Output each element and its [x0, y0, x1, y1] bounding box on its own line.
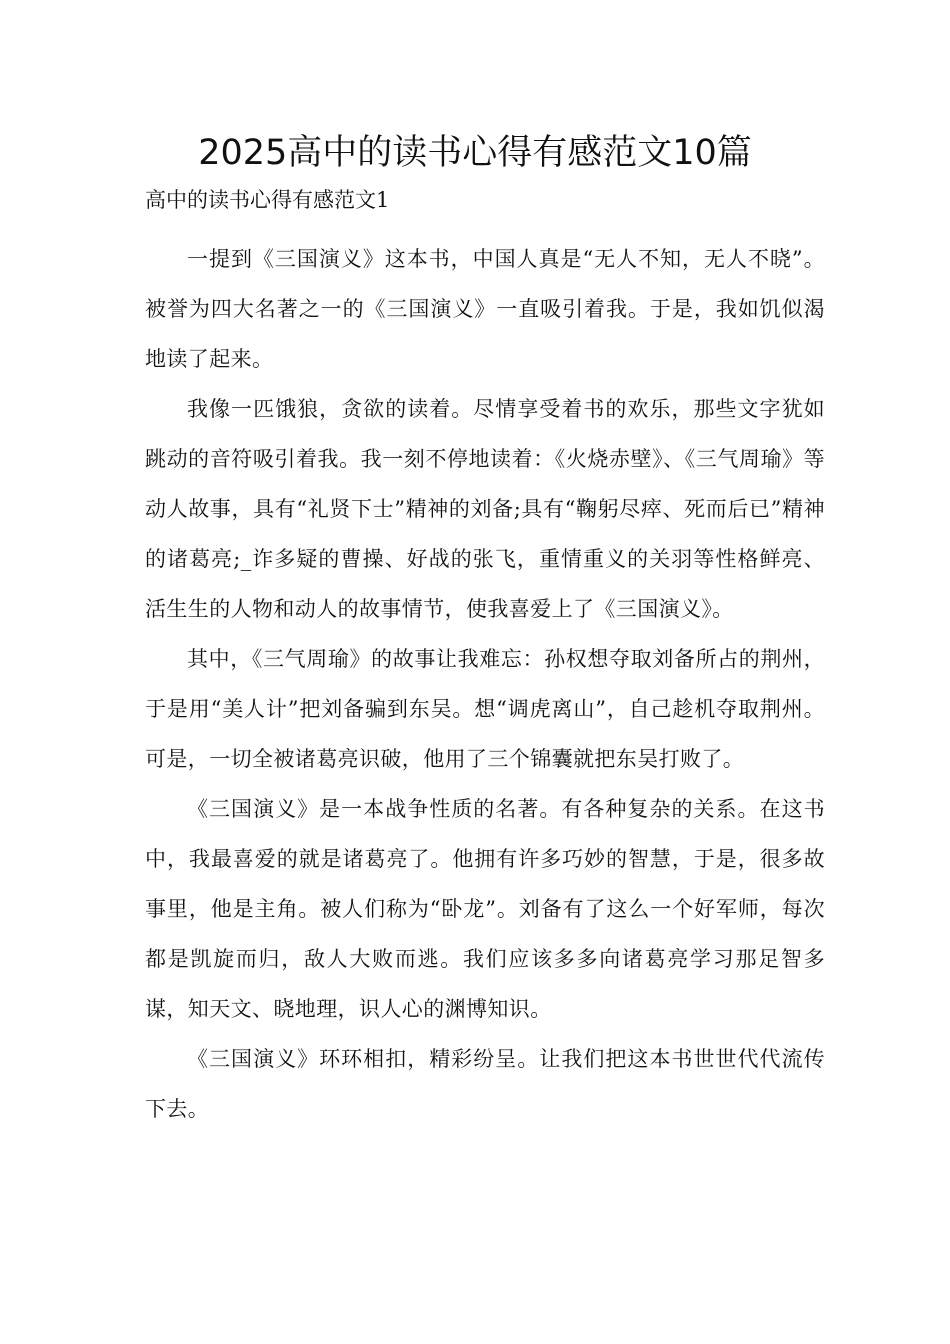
document-title: 2025高中的读书心得有感范文10篇: [198, 133, 752, 173]
paragraph-3: 其中，《三气周瑜》的故事让我难忘：孙权想夺取刘备所占的荆州，于是用“美人计”把刘备骗到东吴。想“调虎离山”，自己趁机夺取荆州。可是，一切全被诸葛亮识破，他用了三个锦囊就把东吴打败了。: [145, 647, 825, 771]
paragraph-1: 一提到《三国演义》这本书，中国人真是“无人不知，无人不晓”。被誉为四大名著之一的《三国演义》一直吸引着我。于是，我如饥似渴地读了起来。: [145, 247, 825, 371]
paragraph-4: 《三国演义》是一本战争性质的名著。有各种复杂的关系。在这书中，我最喜爱的就是诸葛亮了。他拥有许多巧妙的智慧，于是，很多故事里，他是主角。被人们称为“卧龙”。刘备有了这么一个好军师，每次都是凯旋而归，敌人大败而逃。我们应该多多向诸葛亮学习那足智多谋，知天文、晓地理，识人心的渊博知识。: [145, 797, 825, 1021]
section-heading: 高中的读书心得有感范文1: [145, 188, 390, 212]
paragraph-2: 我像一匹饿狼，贪欲的读着。尽情享受着书的欢乐，那些文字犹如跳动的音符吸引着我。我一刻不停地读着：《火烧赤壁》、《三气周瑜》等动人故事，具有“礼贤下士”精神的刘备;具有“鞠躬尽瘁、死而后已”精神的诸葛亮;_诈多疑的曹操、好战的张飞，重情重义的关羽等性格鲜亮、活生生的人物和动人的故事情节，使我喜爱上了《三国演义》。: [145, 397, 825, 621]
body-text: [145, 234, 825, 1134]
paragraph-5: 《三国演义》环环相扣，精彩纷呈。让我们把这本书世世代代流传下去。: [145, 1047, 825, 1121]
